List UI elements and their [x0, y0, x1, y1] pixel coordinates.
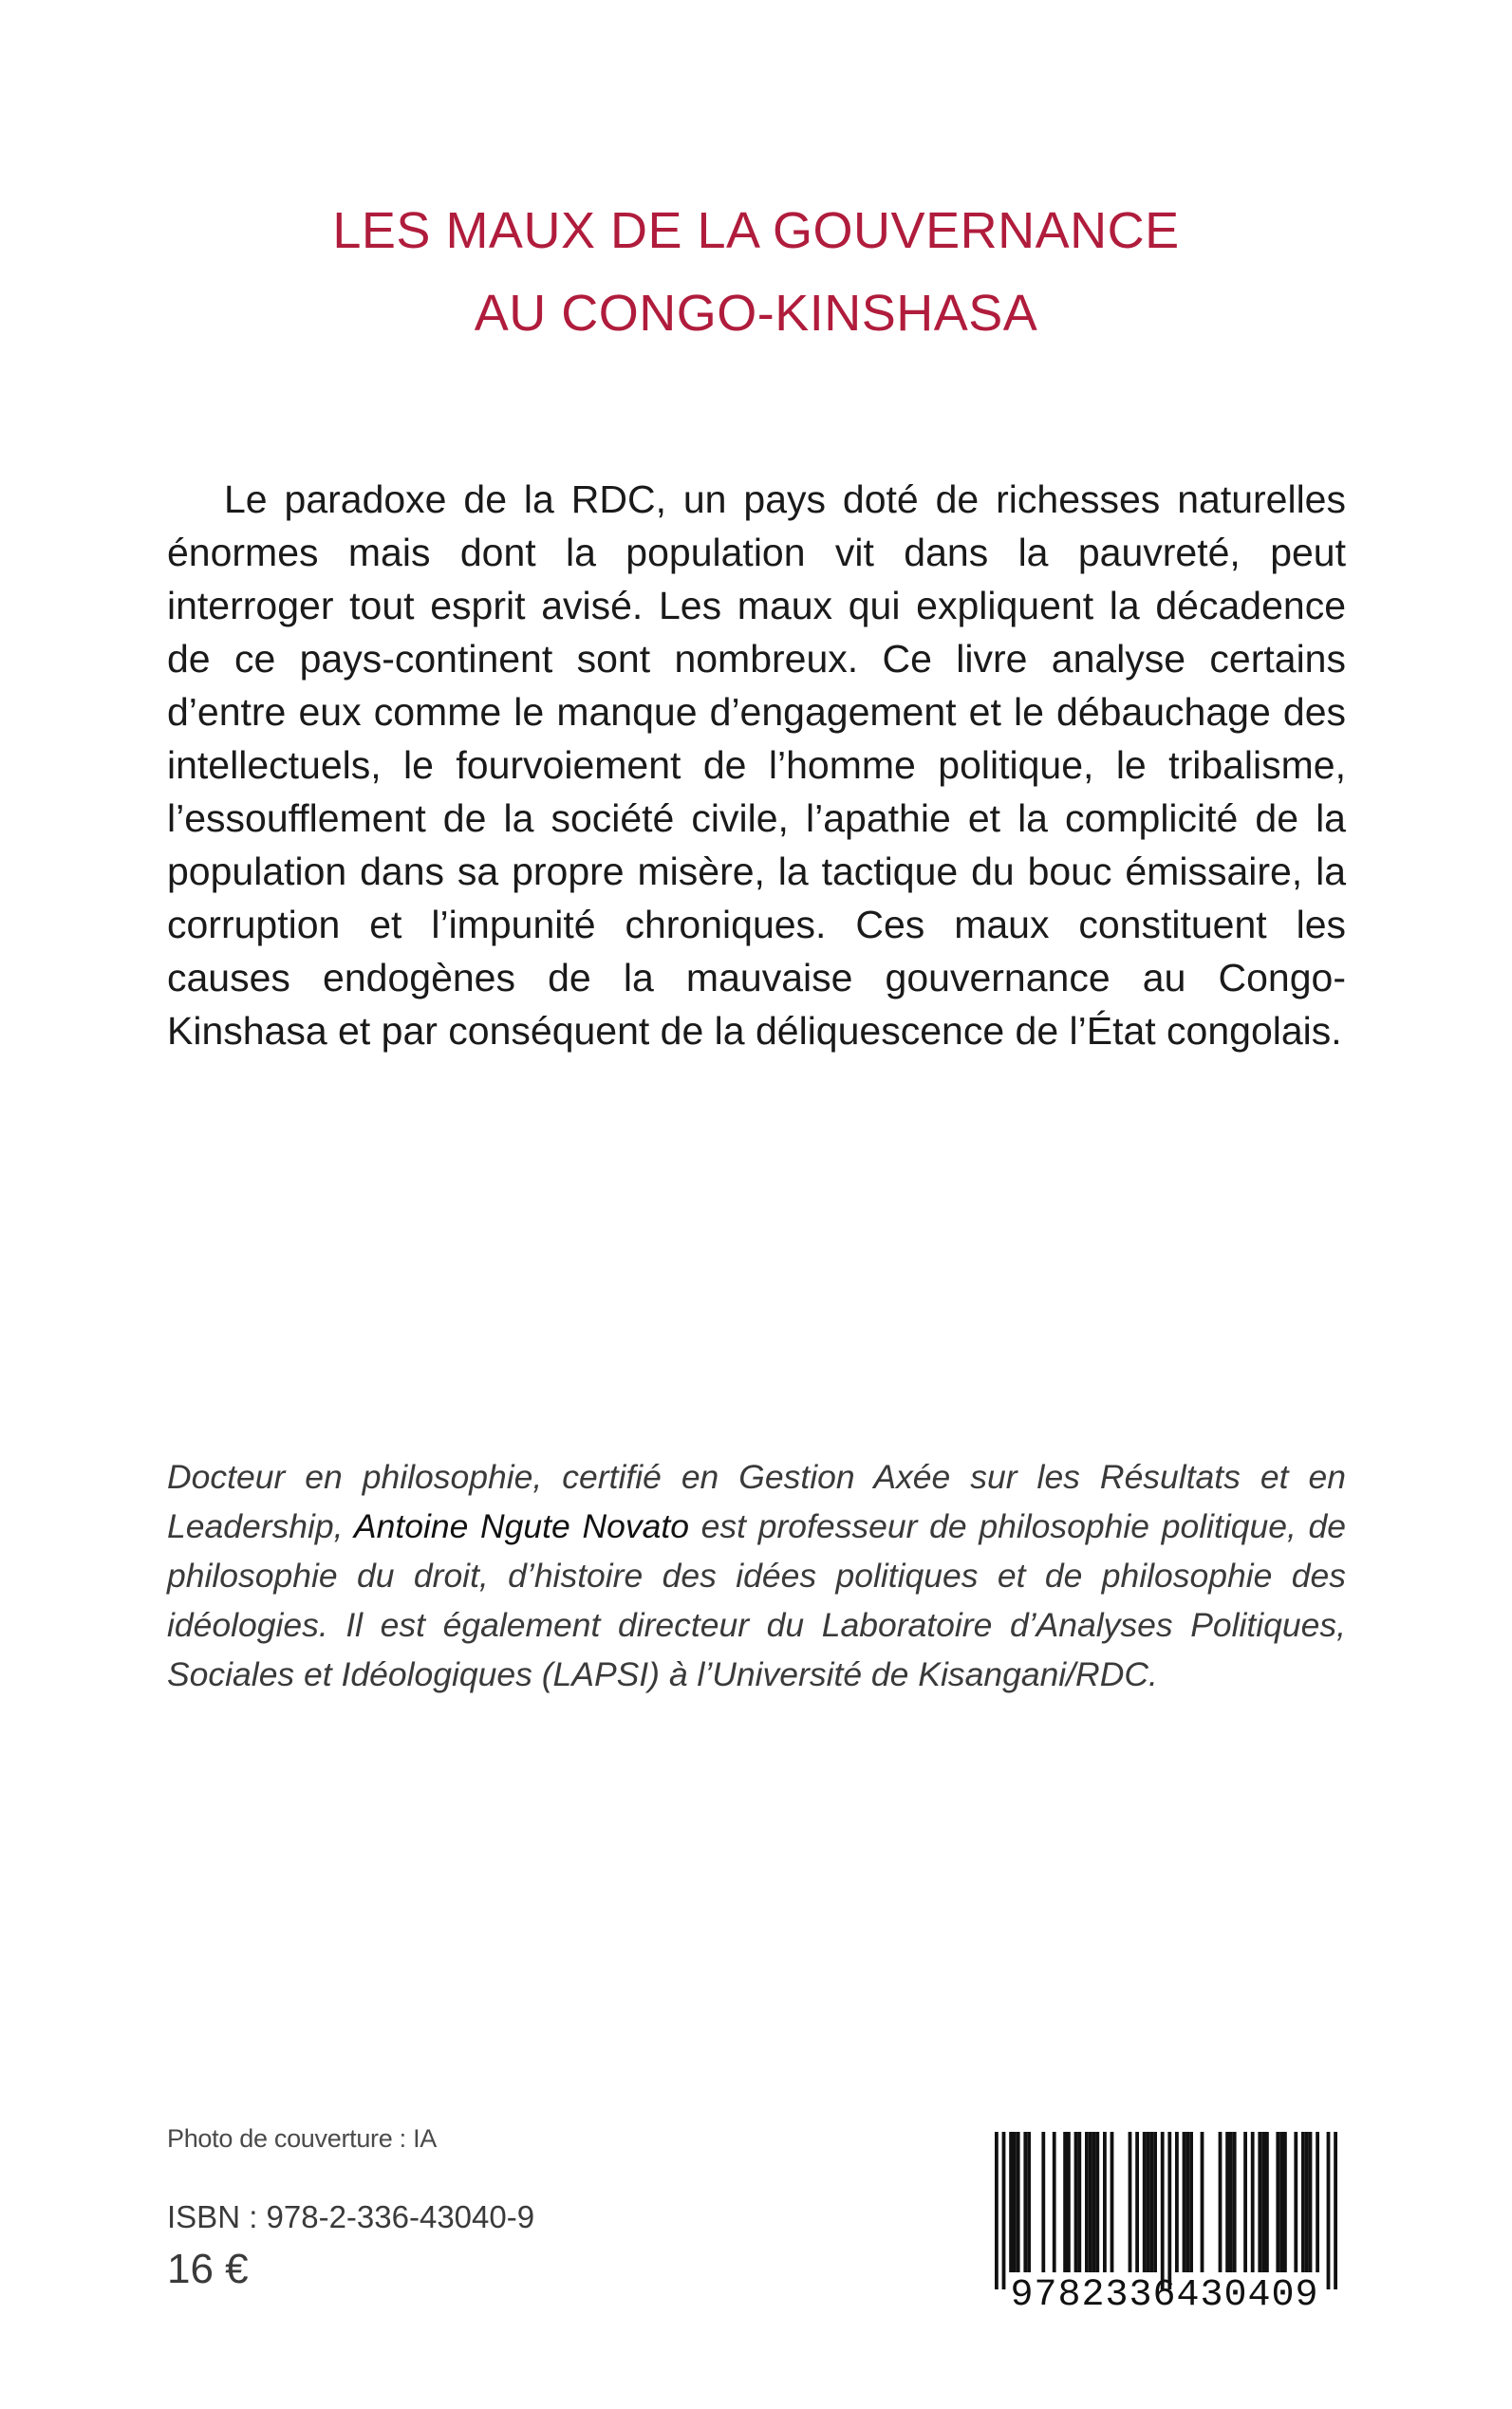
book-summary: Le paradoxe de la RDC, un pays doté de richesses naturelles énormes mais dont la population vit dans la pauvreté, peut interroger tout esprit avisé. Les maux qui expliquent la décadence de ce pays-continent sont nombreux. Ce livre analyse certains d’entre eux comme le manque d’engagement et le débauchage des intellectuels, le fourvoiement de l’homme politique, le tribalisme, l’essoufflement de la société civile, l’apathie et la complicité de la population dans sa propre misère, la tactique du bouc émissaire, la corruption et l’impunité chroniques. Ces maux constituent les causes endogènes de la mauvaise gouvernance au Congo-Kinshasa et par conséquent de la déliquescence de l’État congolais. [167, 477, 1346, 1053]
barcode-bar [1229, 2132, 1233, 2272]
barcode-bar [1283, 2132, 1287, 2272]
author-bio [167, 1452, 1346, 1699]
barcode-bar [1089, 2132, 1092, 2272]
photo-credit: Photo de couverture : IA [167, 2124, 437, 2153]
barcode-bar [1095, 2132, 1099, 2272]
barcode-bar [1023, 2132, 1027, 2272]
barcode-bar [1013, 2132, 1017, 2272]
price: 16 € [167, 2246, 249, 2292]
book-title-line-1: LES MAUX DE LA GOUVERNANCE [332, 202, 1180, 259]
barcode-bar [1135, 2132, 1139, 2272]
barcode-bar [1041, 2132, 1045, 2272]
barcode-bar [995, 2132, 999, 2289]
barcode-bar [1243, 2132, 1247, 2272]
author-bio-intro: Docteur en philosophie, certifié en Gestion Axée sur les Résultats et en Leadership, [167, 1458, 1346, 1545]
isbn: ISBN : 978-2-336-43040-9 [167, 2199, 535, 2234]
barcode-bar [1129, 2132, 1132, 2272]
barcode-bar [1189, 2132, 1193, 2272]
barcode-bar [1085, 2132, 1089, 2272]
barcode-bar [1294, 2132, 1297, 2272]
barcode-bar [1147, 2132, 1150, 2272]
book-title [0, 190, 1512, 355]
barcode-bar [1077, 2132, 1081, 2272]
barcode-bar [1143, 2132, 1147, 2272]
barcode-bar [1201, 2132, 1204, 2272]
barcode-bar [1279, 2132, 1283, 2272]
book-title-line-2: AU CONGO-KINSHASA [474, 285, 1038, 342]
barcode-bar [1175, 2132, 1179, 2272]
barcode-digits: 9782336430409 [1010, 2274, 1319, 2317]
barcode-bar [1017, 2132, 1020, 2272]
barcode-bar [1149, 2132, 1153, 2272]
barcode-bar [1103, 2132, 1107, 2272]
barcode-bar [1305, 2132, 1309, 2272]
barcode-bar [1002, 2132, 1006, 2289]
barcode-bar [1219, 2132, 1223, 2272]
barcode-bar [1185, 2132, 1189, 2272]
barcode-bar [1153, 2132, 1157, 2272]
barcode-bar [1309, 2132, 1313, 2272]
barcode-bar [1183, 2132, 1186, 2272]
barcode-bar [1053, 2132, 1056, 2272]
barcode-bar [1258, 2132, 1261, 2272]
barcode-bar [1027, 2132, 1031, 2272]
barcode-bar [1327, 2132, 1331, 2289]
barcode-bar [1276, 2132, 1279, 2272]
barcode-bar [1316, 2132, 1319, 2272]
author-name: Antoine Ngute Novato [353, 1507, 689, 1545]
barcode-bar [1334, 2132, 1337, 2289]
barcode-bar [1265, 2132, 1269, 2272]
barcode-bar [1167, 2132, 1171, 2289]
barcode-bar [1111, 2132, 1114, 2272]
author-bio-details: est professeur de philosophie politique, de philosophie du droit, d’histoire des idées politiques et de philosophie des idéologies. Il est également directeur du Laboratoire d’Analyses Politiques, Sociales et Idéologiques (LAPSI) à l’Université de Kisangani/RDC. [167, 1507, 1347, 1693]
barcode-bar [1009, 2132, 1013, 2272]
barcode-bar [1161, 2132, 1165, 2289]
barcode-bar [1301, 2132, 1305, 2272]
barcode-bar [1251, 2132, 1255, 2272]
barcode-bar [1092, 2132, 1096, 2272]
barcode-bar [1067, 2132, 1071, 2272]
barcode-bar [1261, 2132, 1265, 2272]
barcode-bar [1074, 2132, 1078, 2272]
barcode-bar [1063, 2132, 1067, 2272]
barcode-bar [1225, 2132, 1229, 2272]
barcode-bar [1233, 2132, 1237, 2272]
